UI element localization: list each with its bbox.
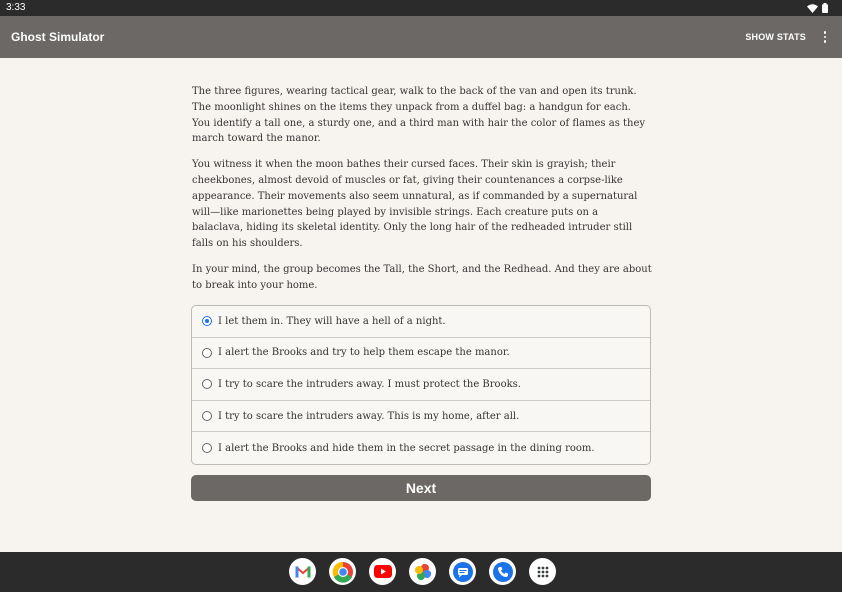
choice-label: I try to scare the intruders away. This is my home, after all. — [218, 410, 520, 422]
app-dock — [289, 558, 556, 585]
choice-option[interactable] — [192, 401, 650, 433]
app-bar — [0, 16, 842, 58]
wifi-icon — [807, 4, 818, 13]
choice-option[interactable] — [192, 338, 650, 370]
overflow-menu-button[interactable] — [820, 29, 830, 45]
story-paragraph: The three figures, wearing tactical gear, walk to the back of the van and open its trunk. The moonlight shines on the items they unpack from a duffel bag: a handgun for each. You identify a tall one, a sturdy one, and a third man with hair the color of flames as they march toward the manor. — [192, 86, 646, 145]
status-time: 3:33 — [6, 2, 26, 13]
more-vert-icon — [824, 31, 827, 34]
radio-button[interactable] — [202, 348, 212, 358]
radio-button[interactable] — [202, 411, 212, 421]
app-title: Ghost Simulator — [11, 30, 105, 44]
messages-icon[interactable] — [449, 558, 476, 585]
choice-list — [191, 305, 651, 465]
phone-icon[interactable] — [489, 558, 516, 585]
next-button[interactable]: Next — [191, 475, 651, 501]
more-vert-icon — [824, 40, 827, 43]
choice-label: I alert the Brooks and hide them in the secret passage in the dining room. — [218, 442, 595, 454]
choice-label: I let them in. They will have a hell of a night. — [218, 315, 446, 327]
chrome-icon[interactable] — [329, 558, 356, 585]
more-vert-icon — [824, 36, 827, 39]
gmail-icon[interactable] — [289, 558, 316, 585]
photos-icon[interactable] — [409, 558, 436, 585]
story-paragraph: You witness it when the moon bathes their cursed faces. Their skin is grayish; their cheekbones, almost devoid of muscles or fat, giving their countenances a corpse-like appearance. Their movements also seem unnatural, as if commanded by a supernatural will—like marionettes being played by invisible strings. Each creature puts on a balaclava, hiding its skeletal identity. Only the long hair of the redheaded intruder still falls on his shoulders. — [192, 159, 638, 250]
story-paragraph: In your mind, the group becomes the Tall, the Short, and the Redhead. And they are about to break into your home. — [192, 263, 652, 291]
choice-option[interactable] — [192, 432, 650, 464]
radio-button[interactable] — [202, 379, 212, 389]
battery-icon — [822, 3, 828, 13]
choice-option[interactable] — [192, 369, 650, 401]
radio-button-selected[interactable] — [202, 316, 212, 326]
choice-label: I alert the Brooks and try to help them escape the manor. — [218, 347, 510, 359]
radio-button[interactable] — [202, 443, 212, 453]
status-bar — [0, 0, 842, 16]
youtube-icon[interactable] — [369, 558, 396, 585]
choice-option[interactable] — [192, 306, 650, 338]
story-text — [192, 84, 652, 304]
show-stats-button[interactable]: SHOW STATS — [745, 32, 806, 42]
app-drawer-icon[interactable] — [529, 558, 556, 585]
system-icons — [807, 3, 828, 13]
choice-label: I try to scare the intruders away. I must protect the Brooks. — [218, 378, 521, 390]
